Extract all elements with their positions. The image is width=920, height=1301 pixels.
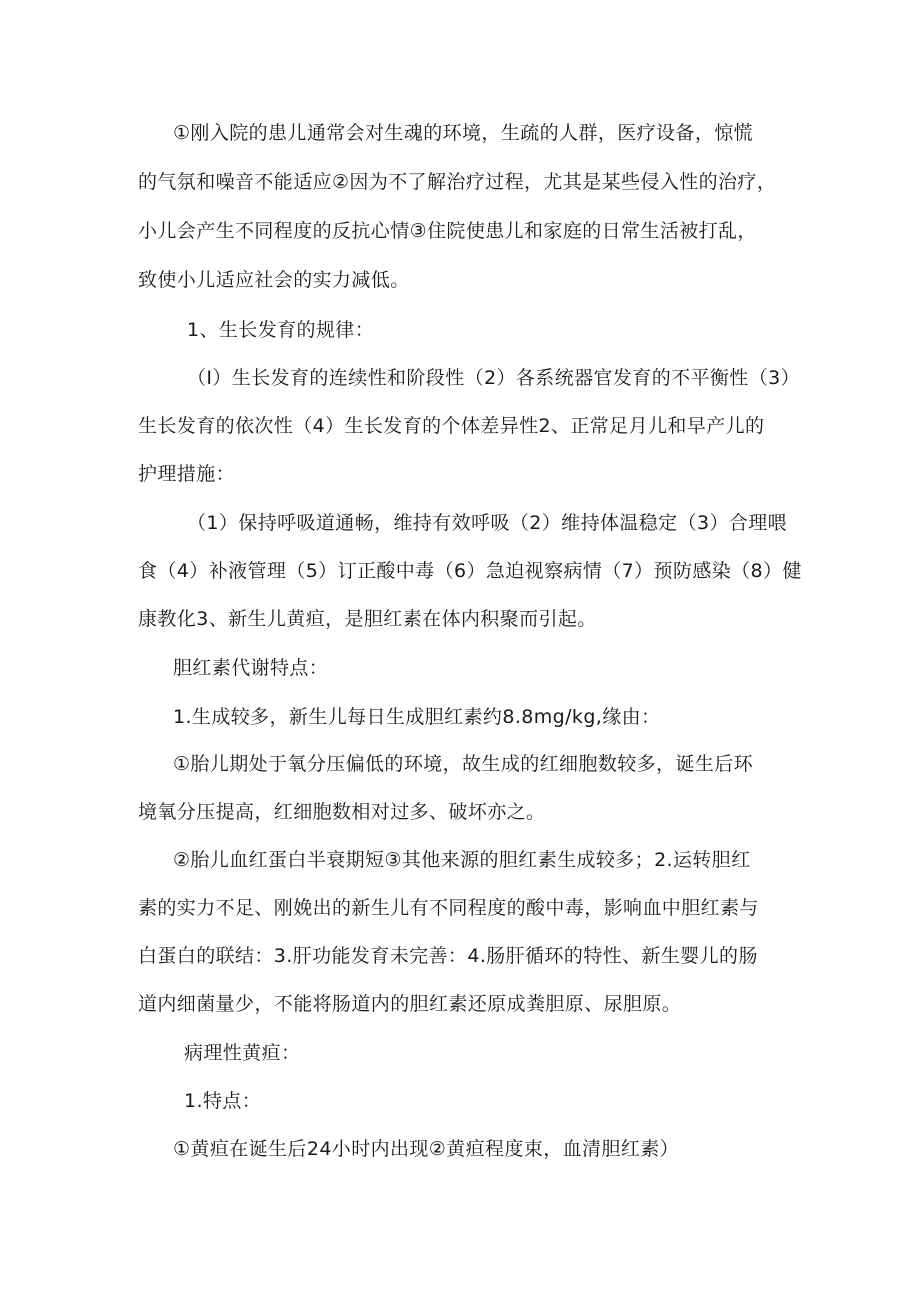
- text-line: 食（4）补液管理（5）订正酸中毒（6）急迫视察病情（7）预防感染（8）健: [138, 560, 802, 582]
- text-line: ②胎儿血红蛋白半衰期短③其他来源的胆红素生成较多；2.运转胆红: [173, 849, 751, 871]
- text-line: 小儿会产生不同程度的反抗心情③住院使患儿和家庭的日常生活被打乱，: [138, 220, 757, 242]
- text-line: （1）保持呼吸道通畅，维持有效呼吸（2）维持体温稳定（3）合理喂: [187, 512, 788, 534]
- section-heading: 胆红素代谢特点：: [173, 657, 329, 679]
- section-heading: 1、生长发育的规律：: [187, 319, 375, 341]
- text-line: （I）生长发育的连续性和阶段性（2）各系统器官发育的不平衡性（3）: [187, 367, 800, 389]
- text-line: 1.生成较多，新生儿每日生成胆红素约8.8mg∕kg,缘由：: [173, 706, 661, 728]
- text-line: 白蛋白的联结：3.肝功能发育未完善：4.肠肝循环的特性、新生婴儿的肠: [138, 945, 758, 967]
- section-heading: 病理性黄疸：: [184, 1042, 301, 1064]
- text-line: ①胎儿期处于氧分压偏低的环境，故生成的红细胞数较多，诞生后环: [173, 753, 754, 775]
- text-line: 生长发育的依次性（4）生长发育的个体差异性2、正常足月儿和早产儿的: [138, 415, 765, 437]
- text-line: 道内细菌量少，不能将肠道内的胆红素还原成粪胆原、尿胆原。: [138, 993, 682, 1015]
- text-line: 素的实力不足、刚娩出的新生儿有不同程度的酸中毒，影响血中胆红素与: [138, 897, 759, 919]
- text-line: 境氧分压提高，红细胞数相对过多、破坏亦之。: [138, 801, 546, 823]
- text-line: 致使小儿适应社会的实力减低。: [138, 269, 410, 291]
- text-line: ①黄疸在诞生后24小时内出现②黄疸程度束，血清胆红素）: [173, 1138, 680, 1160]
- text-line: 康教化3、新生儿黄疸，是胆红素在体内积聚而引起。: [138, 608, 597, 630]
- text-line: 护理措施：: [138, 463, 236, 485]
- text-line: 的气氛和噪音不能适应②因为不了解治疗过程，尤其是某些侵入性的治疗，: [138, 171, 777, 193]
- section-subheading: 1.特点：: [184, 1090, 262, 1112]
- text-line: ①刚入院的患儿通常会对生魂的环境，生疏的人群，医疗设备，惊慌: [173, 122, 754, 144]
